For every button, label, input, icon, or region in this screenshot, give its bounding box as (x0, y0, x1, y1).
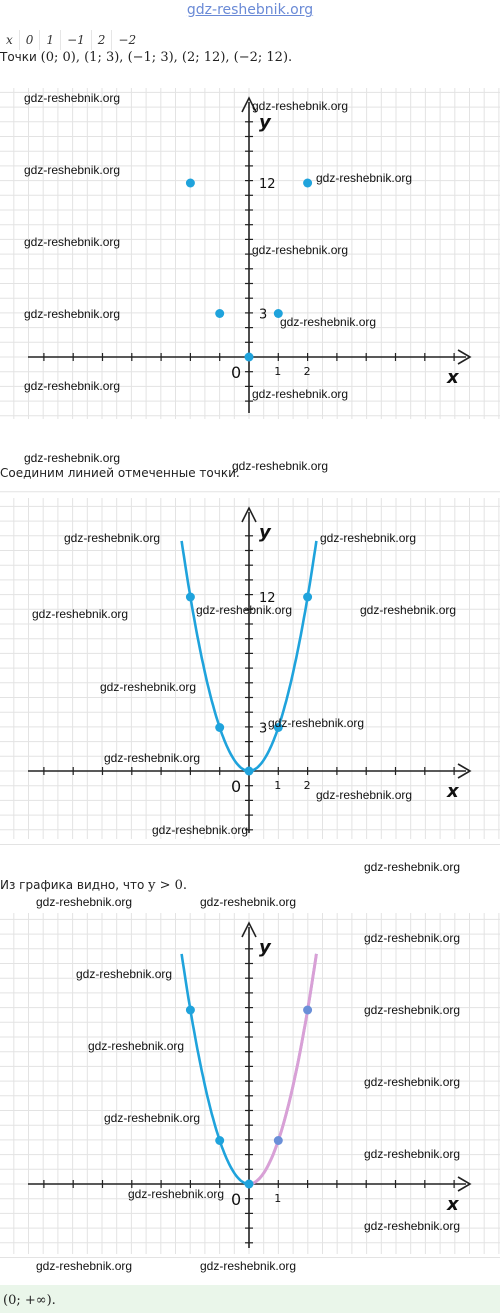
table-cell: x (6, 33, 13, 47)
watermark-text: gdz-reshebnik.org (128, 1187, 225, 1201)
watermark-text: gdz-reshebnik.org (64, 531, 161, 545)
watermark-text: gdz-reshebnik.org (316, 171, 413, 185)
watermark-text: gdz-reshebnik.org (252, 99, 349, 113)
watermark-text: gdz-reshebnik.org (360, 603, 457, 617)
watermark-text: gdz-reshebnik.org (280, 315, 377, 329)
watermark-text: gdz-reshebnik.org (364, 1003, 461, 1017)
watermark-text: gdz-reshebnik.org (232, 459, 329, 473)
origin-label: 0 (231, 1190, 242, 1209)
y-axis-label: y (259, 937, 271, 958)
tick-label-x1: 1 (274, 779, 282, 792)
data-point (303, 179, 312, 188)
tick-label-x2: 2 (303, 779, 311, 792)
tick-label-y12: 12 (259, 591, 276, 606)
watermark-text: gdz-reshebnik.org (36, 1259, 133, 1273)
data-point (186, 179, 195, 188)
y-axis-label: y (259, 112, 271, 133)
table-cell: −1 (60, 30, 91, 50)
watermark-text: gdz-reshebnik.org (104, 751, 201, 765)
table-cell: 0 (19, 30, 40, 50)
tick-label-y12: 12 (259, 177, 276, 192)
watermark-text: gdz-reshebnik.org (268, 716, 365, 730)
site-link[interactable]: gdz-reshebnik.org (186, 2, 314, 18)
watermark-text: gdz-reshebnik.org (364, 860, 461, 874)
x-axis-label: x (447, 781, 459, 802)
table-cell: 1 (39, 30, 60, 50)
watermark-text: gdz-reshebnik.org (196, 603, 293, 617)
conclusion-prefix: Из графика видно, что (0, 878, 145, 892)
watermark-text: gdz-reshebnik.org (24, 451, 121, 465)
answer-text: (0; +∞). (3, 1293, 56, 1308)
watermark-text: gdz-reshebnik.org (320, 531, 417, 545)
points-graph (0, 80, 500, 425)
graph-svg (0, 80, 500, 425)
watermark-text: gdz-reshebnik.org (88, 1039, 185, 1053)
connect-sentence: Соединим линией отмеченные точки. (0, 466, 240, 480)
watermark-text: gdz-reshebnik.org (24, 163, 121, 177)
watermark-text: gdz-reshebnik.org (76, 967, 173, 981)
data-point (186, 593, 195, 602)
y-axis-label: y (259, 522, 271, 543)
watermark-text: gdz-reshebnik.org (24, 235, 121, 249)
tick-label-y3: 3 (259, 721, 268, 737)
data-point (245, 1180, 254, 1189)
table-cell: 2 (91, 30, 112, 50)
data-point (303, 1006, 312, 1015)
tick-label-x1: 1 (274, 365, 282, 378)
tick-label-x2: 2 (303, 365, 311, 378)
conclusion-sentence (0, 878, 187, 893)
watermark-text: gdz-reshebnik.org (104, 1111, 201, 1125)
watermark-text: gdz-reshebnik.org (100, 680, 197, 694)
points-sentence (0, 50, 292, 65)
data-point (215, 309, 224, 318)
conclusion-math: y > 0. (148, 878, 188, 893)
watermark-text: gdz-reshebnik.org (364, 1219, 461, 1233)
highlighted-branch (250, 954, 317, 1184)
origin-label: 0 (231, 363, 242, 382)
watermark-text: gdz-reshebnik.org (252, 387, 349, 401)
watermark-text: gdz-reshebnik.org (200, 895, 297, 909)
origin-label: 0 (231, 777, 242, 796)
points-prefix: Точки (0, 50, 37, 64)
watermark-text: gdz-reshebnik.org (364, 1075, 461, 1089)
x-axis-label: x (447, 1194, 459, 1215)
answer-bar (0, 1285, 500, 1313)
data-point (245, 353, 254, 362)
tick-label-y3: 3 (259, 307, 268, 323)
watermark-text: gdz-reshebnik.org (316, 788, 413, 802)
watermark-text: gdz-reshebnik.org (36, 895, 133, 909)
data-point (186, 1006, 195, 1015)
data-point (215, 1136, 224, 1145)
value-table (0, 30, 142, 50)
data-point (245, 767, 254, 776)
points-math: (0; 0), (1; 3), (−1; 3), (2; 12), (−2; 12). (40, 50, 293, 65)
watermark-text: gdz-reshebnik.org (152, 823, 249, 837)
watermark-text: gdz-reshebnik.org (364, 1147, 461, 1161)
watermark-text: gdz-reshebnik.org (24, 307, 121, 321)
watermark-text: gdz-reshebnik.org (24, 91, 121, 105)
tick-label-x1: 1 (274, 1192, 282, 1205)
data-point (303, 593, 312, 602)
data-point (274, 1136, 283, 1145)
watermark-text: gdz-reshebnik.org (24, 379, 121, 393)
watermark-text: gdz-reshebnik.org (364, 931, 461, 945)
data-point (215, 723, 224, 732)
watermark-text: gdz-reshebnik.org (32, 607, 129, 621)
x-axis-label: x (447, 367, 459, 388)
watermark-text: gdz-reshebnik.org (200, 1259, 297, 1273)
watermark-text: gdz-reshebnik.org (252, 243, 349, 257)
table-cell: −2 (111, 30, 142, 50)
